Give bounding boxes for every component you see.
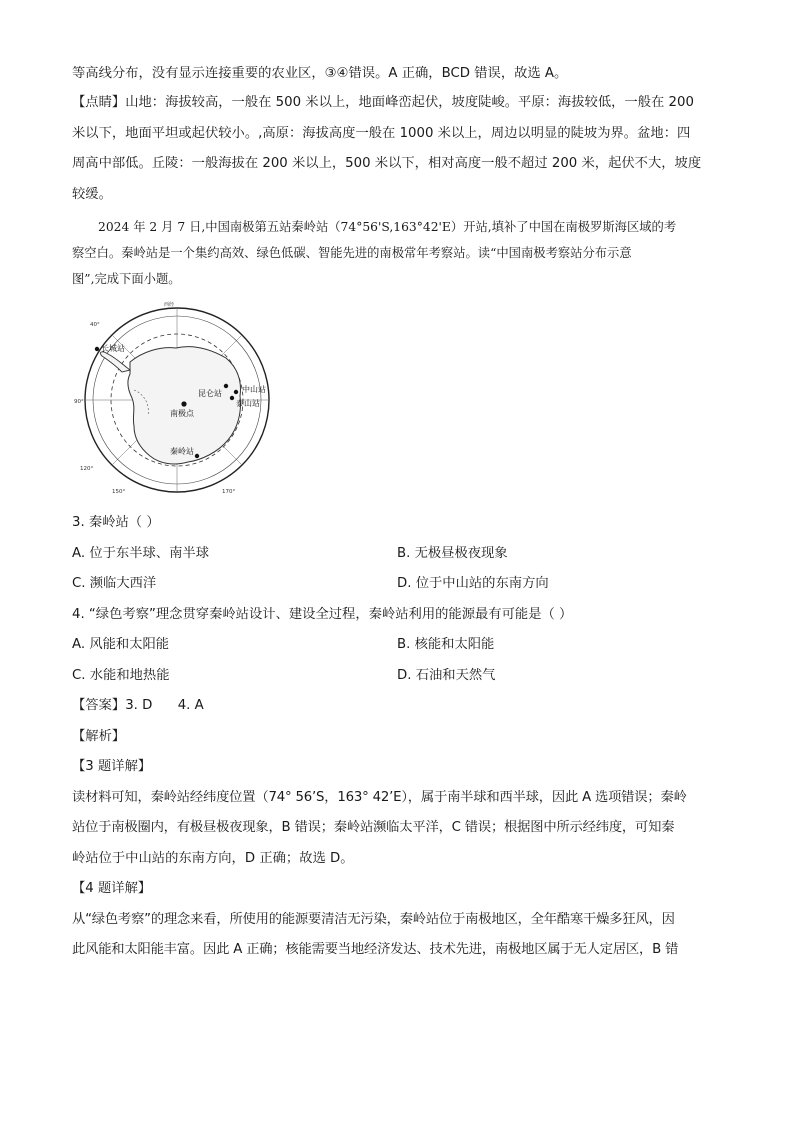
tip-line-1: 山地：海拔较高，一般在 500 米以上，地面峰峦起伏，坡度陡峻。平原：海拔较低，一般在 200 [125,95,694,110]
kunlun-dot [224,384,228,388]
q3-detail-line-3: 岭站位于中山站的东南方向，D 正确；故选 D。 [72,850,354,866]
pole-label: 南极点 [170,409,194,418]
kunlun-label: 昆仑站 [198,389,222,398]
q3-stem: 3. 秦岭站（ ） [72,515,160,530]
degree-label-120: 120° [80,466,94,472]
taishan-dot [230,396,234,400]
tip-line-2: 米以下，地面平坦或起伏较小。,高原：海拔高度一般在 1000 米以上，周边以明显的陡坡为界。盆地：四 [72,125,691,141]
material-line-2: 察空白。秦岭站是一个集约高效、绿色低碳、智能先进的南极常年考察站。读“中国南极考察站分布示意 [72,246,632,260]
q4-options-row-2 [72,661,722,692]
material-text [72,214,722,292]
tip-line-3: 周高中部低。丘陵：一般海拔在 200 米以上，500 米以下，相对高度一般不超过 200 米，起伏不大，坡度 [72,156,702,171]
degree-label-170: 170° [222,489,236,495]
qinling-label: 秦岭站 [170,447,194,456]
tip-line-4: 较缓。 [72,186,112,202]
q3-option-c: C. 濒临大西洋 [72,576,157,591]
material-line-3: 图”,完成下面小题。 [72,272,181,286]
q4-detail-label: 【4 题详解】 [72,881,152,896]
tip-paragraph [72,88,722,119]
q4-options-row-1 [72,630,722,661]
qinling-dot [195,454,199,458]
answer-label: 【答案】 [72,698,126,713]
q3-detail-line-1: 读材料可知，秦岭站经纬度位置（74° 56’S，163° 42’E），属于南半球和西半球，因此 A 选项错误；秦岭 [72,789,687,805]
zhongshan-dot [234,390,238,394]
analysis-label: 【解析】 [72,728,126,744]
q3-options-row-1 [72,539,722,570]
answer-line [72,691,722,722]
q4-option-c: C. 水能和地热能 [72,667,170,683]
q3-option-d: D. 位于中山站的东南方向 [397,576,549,591]
q3-detail-line-2: 站位于南极圈内，有极昼极夜现象，B 错误；秦岭站濒临太平洋，C 错误；根据图中所示经纬度，可知秦 [72,820,675,835]
q3-option-b: B. 无极昼极夜现象 [397,545,508,561]
tip-label: 【点睛】 [72,95,126,110]
changcheng-dot [95,347,99,351]
changcheng-label: 长城站 [101,344,125,353]
q4-option-b: B. 核能和太阳能 [397,637,495,652]
degree-label-150: 150° [112,489,126,495]
q4-detail-line-1: 从“绿色考察”的理念来看，所使用的能源要清洁无污染，秦岭站位于南极地区，全年酷寒干燥多狂风，因 [72,911,675,927]
degree-label-40: 40° [90,322,100,328]
zhongshan-label: 中山站 [242,385,266,394]
q3-option-a: A. 位于东半球、南半球 [72,545,209,561]
q3-options-row-2 [72,569,722,600]
q4-detail-line-2: 此风能和太阳能丰富。因此 A 正确；核能需要当地经济发达、技术先进，南极地区属于无人定居区，B 错 [72,942,679,957]
intro-line: 等高线分布，没有显示连接重要的农业区，③④错误。A 正确，BCD 错误，故选 A。 [72,66,568,81]
taishan-label: 泰山站 [236,399,260,408]
exam-page [72,60,722,966]
antarctic-station-map [72,300,282,496]
degree-label-90: 90° [74,399,84,405]
answer-text: 3. D 4. A [125,698,204,713]
degree-label-top: 西经 [164,302,175,308]
map-svg [72,300,282,496]
q4-option-d: D. 石油和天然气 [397,667,496,683]
antarctic-peninsula [100,352,130,372]
q3-detail-label: 【3 题详解】 [72,759,152,774]
q4-option-a: A. 风能和太阳能 [72,637,170,652]
pole-dot [181,401,186,406]
material-line-1: 2024 年 2 月 7 日,中国南极第五站秦岭站（74°56'S,163°42'E）开站,填补了中国在南极罗斯海区域的考 [98,220,677,234]
q4-stem: 4. “绿色考察”理念贯穿秦岭站设计、建设全过程，秦岭站利用的能源最有可能是（ ） [72,606,573,622]
